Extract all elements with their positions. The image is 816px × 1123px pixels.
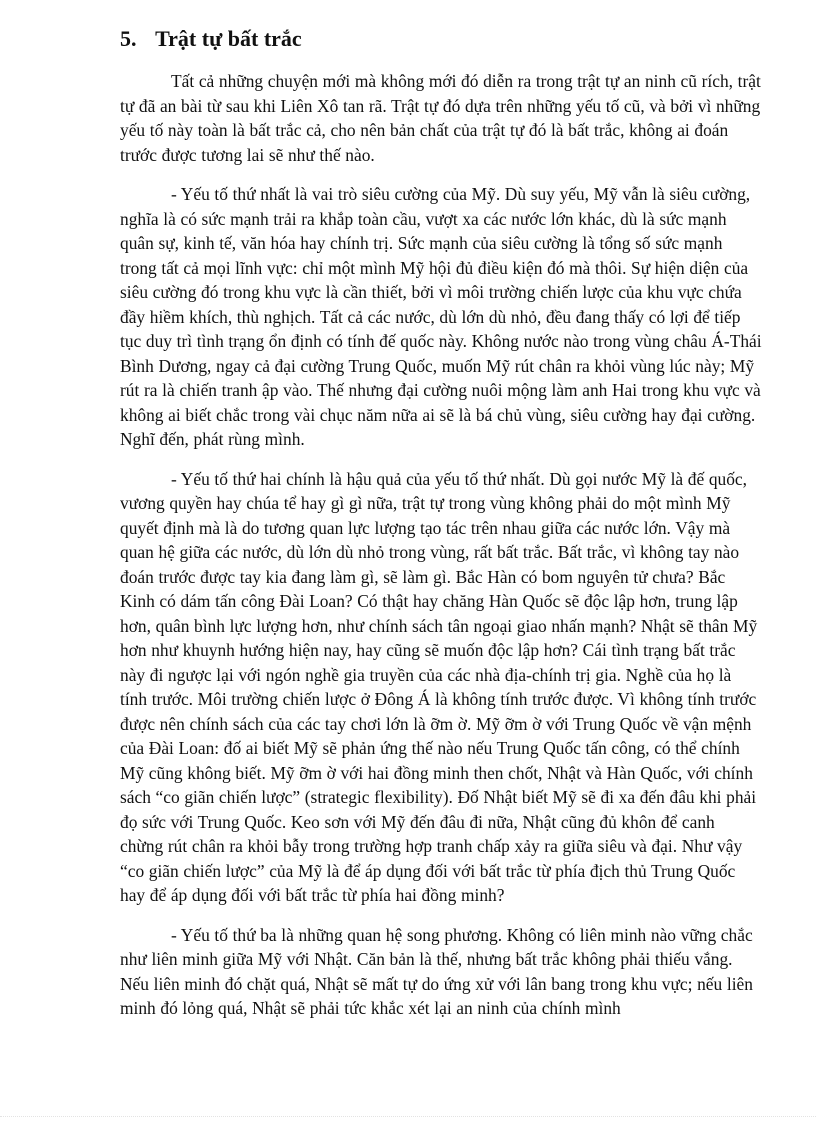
section-heading — [120, 24, 762, 54]
second-factor-paragraph: - Yếu tố thứ hai chính là hậu quả của yếu tố thứ nhất. Dù gọi nước Mỹ là đế quốc, vương quyền hay chúa tể hay gì gì nữa, trật tự trong vùng không phải do một mình Mỹ quyết định mà là do tương quan lực lượng tạo tác trên nhau giữa các nước lớn. Vậy mà quan hệ giữa các nước, dù lớn dù nhỏ trong vùng, rất bất trắc. Bất trắc, vì không tay nào đoán trước được tay kia đang làm gì, sẽ làm gì. Bắc Hàn có bom nguyên tử chưa? Bắc Kinh có dám tấn công Đài Loan? Có thật hay chăng Hàn Quốc sẽ độc lập hơn, trung lập hơn, quân bình lực lượng hơn, như chính sách tân ngoại giao nhấn mạnh? Nhật sẽ thân Mỹ hơn như khuynh hướng hiện nay, hay cũng sẽ muốn độc lập hơn? Cái tình trạng bất trắc này đi ngược lại với ngón nghề gia truyền của các nhà địa-chính trị gia. Nghề của họ là tính trước. Môi trường chiến lược ở Đông Á là không tính trước được. Vì không tính trước được nên chính sách của các tay chơi lớn là ỡm ờ. Mỹ ỡm ờ với Trung Quốc về vận mệnh của Đài Loan: đố ai biết Mỹ sẽ phản ứng thế nào nếu Trung Quốc tấn công, có thể chính Mỹ cũng không biết. Mỹ ỡm ờ với hai đồng minh then chốt, Nhật và Hàn Quốc, với chính sách “co giãn chiến lược” (strategic flexibility). Đố Nhật biết Mỹ sẽ đi xa đến đâu khi phải đọ sức với Trung Quốc. Keo sơn với Mỹ đến đâu đi nữa, Nhật cũng đủ khôn để canh chừng rút chân ra khỏi bẫy trong trường hợp tranh chấp xảy ra giữa siêu và đại. Như vậy “co giãn chiến lược” của Mỹ là để áp dụng đối với bất trắc từ phía địch thủ Trung Quốc hay để áp dụng đối với bất trắc từ phía hai đồng minh? — [120, 468, 758, 905]
section-title: Trật tự bất trắc — [155, 26, 302, 51]
page-bottom-rule — [0, 1116, 816, 1117]
document-page — [120, 24, 762, 1021]
first-factor-paragraph: - Yếu tố thứ nhất là vai trò siêu cường của Mỹ. Dù suy yếu, Mỹ vẫn là siêu cường, nghĩa là có sức mạnh trải ra khắp toàn cầu, vượt xa các nước lớn khác, dù là sức mạnh quân sự, kinh tế, văn hóa hay chính trị. Sức mạnh của siêu cường là tổng số sức mạnh trong tất cả mọi lĩnh vực: chỉ một mình Mỹ hội đủ điều kiện đó mà thôi. Sự hiện diện của siêu cường đó trong khu vực là cần thiết, bởi vì môi trường chiến lược của khu vực chứa đầy hiềm khích, thù nghịch. Tất cả các nước, dù lớn dù nhỏ, đều đang thấy có lợi để tiếp tục duy trì tình trạng ổn định có tính đế quốc này. Không nước nào trong vùng châu Á-Thái Bình Dương, ngay cả đại cường Trung Quốc, muốn Mỹ rút chân ra khỏi vùng lúc này; Mỹ rút ra là chiến tranh ập vào. Thế nhưng đại cường nuôi mộng làm anh Hai trong khu vực và không ai biết chắc trong vài chục năm nữa ai sẽ là bá chủ vùng, siêu cường hay đại cường. Nghĩ đến, phát rùng mình. — [120, 184, 762, 449]
third-factor-paragraph: - Yếu tố thứ ba là những quan hệ song phương. Không có liên minh nào vững chắc như liên minh giữa Mỹ với Nhật. Căn bản là thế, nhưng bất trắc không phải thiếu vắng. Nếu liên minh đó chặt quá, Nhật sẽ mất tự do ứng xử với lân bang trong khu vực; nếu liên minh đó lỏng quá, Nhật sẽ phải tức khắc xét lại an ninh của chính mình — [120, 924, 753, 1018]
intro-paragraph: Tất cả những chuyện mới mà không mới đó diễn ra trong trật tự an ninh cũ rích, trật tự đã an bài từ sau khi Liên Xô tan rã. Trật tự đó dựa trên những yếu tố cũ, và bởi vì những yếu tố này toàn là bất trắc cả, cho nên bản chất của trật tự đó là bất trắc, không ai đoán trước được tương lai sẽ như thế nào. — [120, 71, 761, 165]
section-number: 5. — [120, 26, 137, 51]
